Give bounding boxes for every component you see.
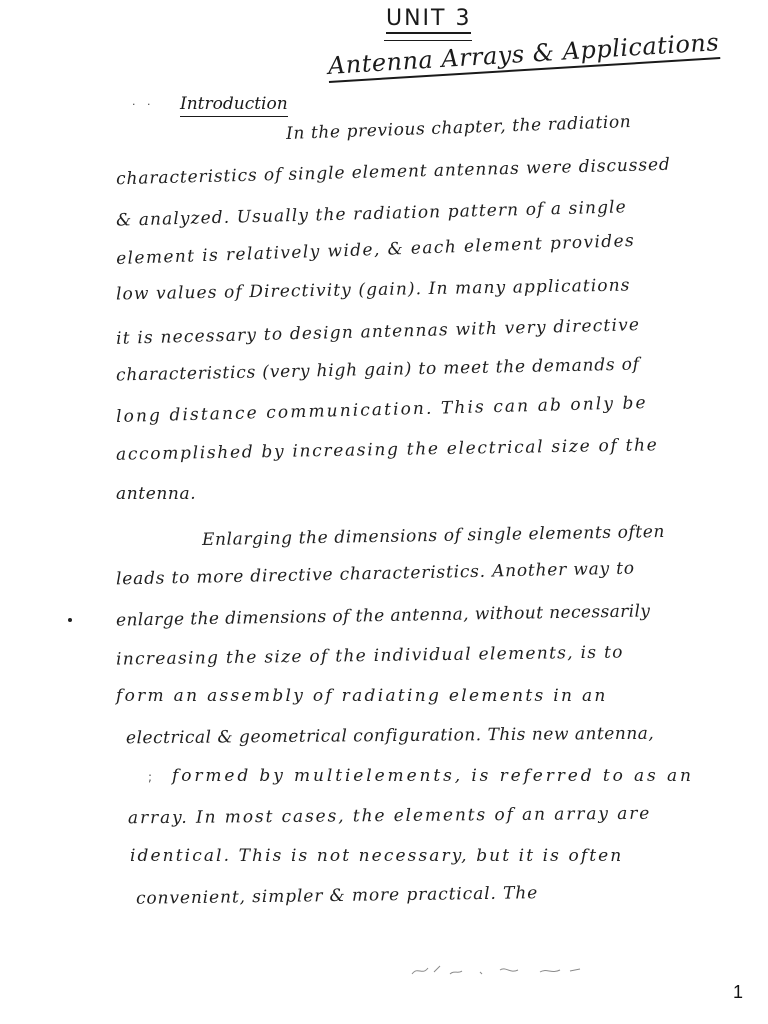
paragraph1-line-6: it is necessary to design antennas with very directive [115, 315, 641, 349]
margin-stray-mark: ; [148, 770, 153, 784]
paragraph1-line-10: antenna. [116, 484, 197, 504]
chapter-title [327, 28, 720, 80]
paragraph2-line-10: convenient, simpler & more practical. The [135, 883, 539, 909]
margin-tick-marks: · · [132, 98, 155, 111]
paragraph1-line-9: accomplished by increasing the electrical size of the [115, 435, 659, 465]
chapter-title-text: Antenna Arrays & Applications [327, 28, 720, 83]
paragraph1-line-4: element is relatively wide, & each element provides [115, 230, 636, 270]
unit-title: UNIT 3 [386, 6, 471, 34]
paragraph1-line-8: long distance communication. This can ab only be [115, 393, 648, 427]
paragraph2-line-2: leads to more directive characteristics. Another way to [115, 558, 636, 590]
paragraph1-line-2: characteristics of single element antennas were discussed [115, 154, 671, 190]
paragraph1-line-5: low values of Directivity (gain). In many applications [115, 275, 631, 305]
margin-dot [68, 618, 72, 622]
faint-signature-scribble [410, 962, 590, 978]
paragraph1-line-1: In the previous chapter, the radiation [285, 111, 632, 145]
paragraph2-line-3: enlarge the dimensions of the antenna, without necessarily [115, 601, 651, 631]
page-number: 1 [733, 982, 744, 1002]
paragraph1-line-7: characteristics (very high gain) to meet the demands of [115, 354, 641, 386]
unit-title-underline [384, 40, 472, 41]
paragraph1-line-3: & analyzed. Usually the radiation pattern of a single [115, 197, 628, 231]
paragraph2-line-1: Enlarging the dimensions of single elements often [201, 521, 666, 551]
paragraph2-line-5: form an assembly of radiating elements in an [116, 686, 608, 706]
paragraph2-line-8: array. In most cases, the elements of an array are [127, 803, 652, 829]
paragraph2-line-6: electrical & geometrical configuration. This new antenna, [125, 723, 655, 749]
paragraph2-line-4: increasing the size of the individual elements, is to [115, 642, 624, 670]
paragraph2-line-9: identical. This is not necessary, but it is often [130, 846, 624, 866]
section-heading: Introduction [180, 94, 288, 117]
paragraph2-line-7: formed by multielements, is referred to as an [172, 766, 694, 786]
